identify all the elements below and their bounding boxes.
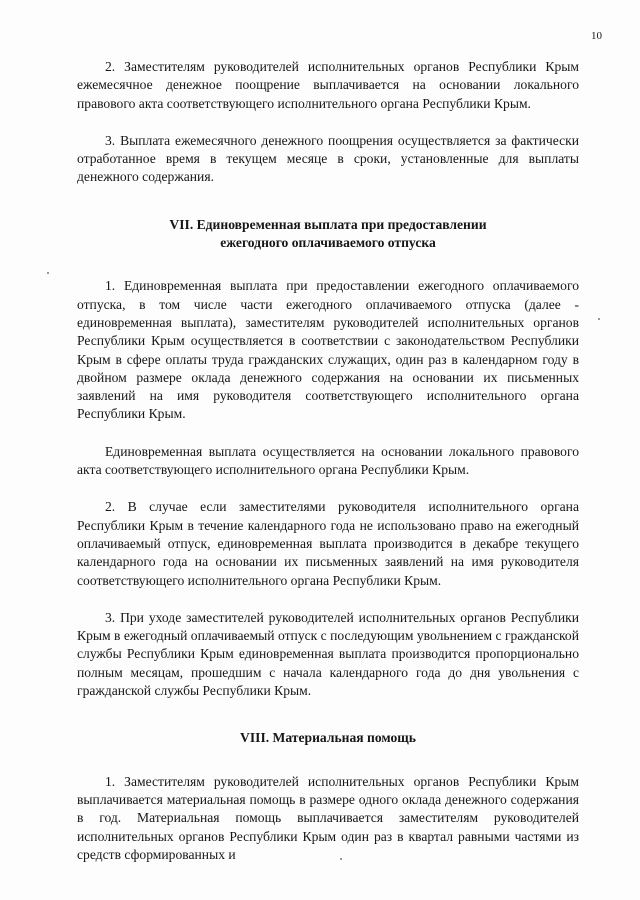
document-body <box>77 58 579 883</box>
section-heading-vii <box>77 216 579 253</box>
paragraph: 3. Выплата ежемесячного денежного поощрения осуществляется за фактически отработанное время в текущем месяце в сроки, установленные для выплаты денежного содержания. <box>77 132 579 185</box>
paragraph: 2. Заместителям руководителей исполнительных органов Республики Крым ежемесячное денежное поощрение выплачивается на основании локального правового акта соответствующего исполнительного органа Республики Крым. <box>77 59 579 111</box>
scan-speck <box>47 272 49 274</box>
scan-speck <box>340 858 342 860</box>
paragraph: 3. При уходе заместителей руководителей исполнительных органов Республики Крым в ежегодный оплачиваемый отпуск с последующим увольнением с гражданской службы Республики Крым единовременная выплата производится пропорционально полным месяцам, прошедшим с начала календарного года до дня увольнения с гражданской службы Республики Крым. <box>77 609 579 699</box>
paragraph: 2. В случае если заместителями руководителя исполнительного органа Республики Крым в течение календарного года не использовано право на ежегодный оплачиваемый отпуск, единовременная выплата производится в декабре текущего календарного года на основании их письменных заявлений на имя руководителя соответствующего исполнительного органа Республики Крым. <box>77 499 579 588</box>
section-heading-viii <box>77 729 579 747</box>
paragraph: 1. Заместителям руководителей исполнительных органов Республики Крым выплачивается материальная помощь в размере одного оклада денежного содержания в год. Материальная помощь выплачивается заместителям руководителей исполнительных органов Республики Крым один раз в квартал равными частями из средств сформированных и <box>77 773 579 862</box>
section-heading-vii-line1: VII. Единовременная выплата при предоставлении <box>169 216 487 232</box>
paragraph: 1. Единовременная выплата при предоставлении ежегодного оплачиваемого отпуска, в том числе части ежегодного оплачиваемого отпуска (далее - единовременная выплата), заместителям руководителей исполнительных органов Республики Крым осуществляется в соответствии с законодательством Республики Крым в сфере оплаты труда гражданских служащих, один раз в календарном году в двойном размере оклада денежного содержания на основании их письменных заявлений на имя руководителя соответствующего исполнительного органа Республики Крым. <box>77 278 579 422</box>
section-heading-viii-text: VIII. Материальная помощь <box>240 730 416 746</box>
scan-speck <box>598 318 600 320</box>
paragraph: Единовременная выплата осуществляется на основании локального правового акта соответствующего исполнительного органа Республики Крым. <box>77 443 579 478</box>
section-heading-vii-line2: ежегодного оплачиваемого отпуска <box>220 235 436 251</box>
page-number: 10 <box>591 30 602 42</box>
